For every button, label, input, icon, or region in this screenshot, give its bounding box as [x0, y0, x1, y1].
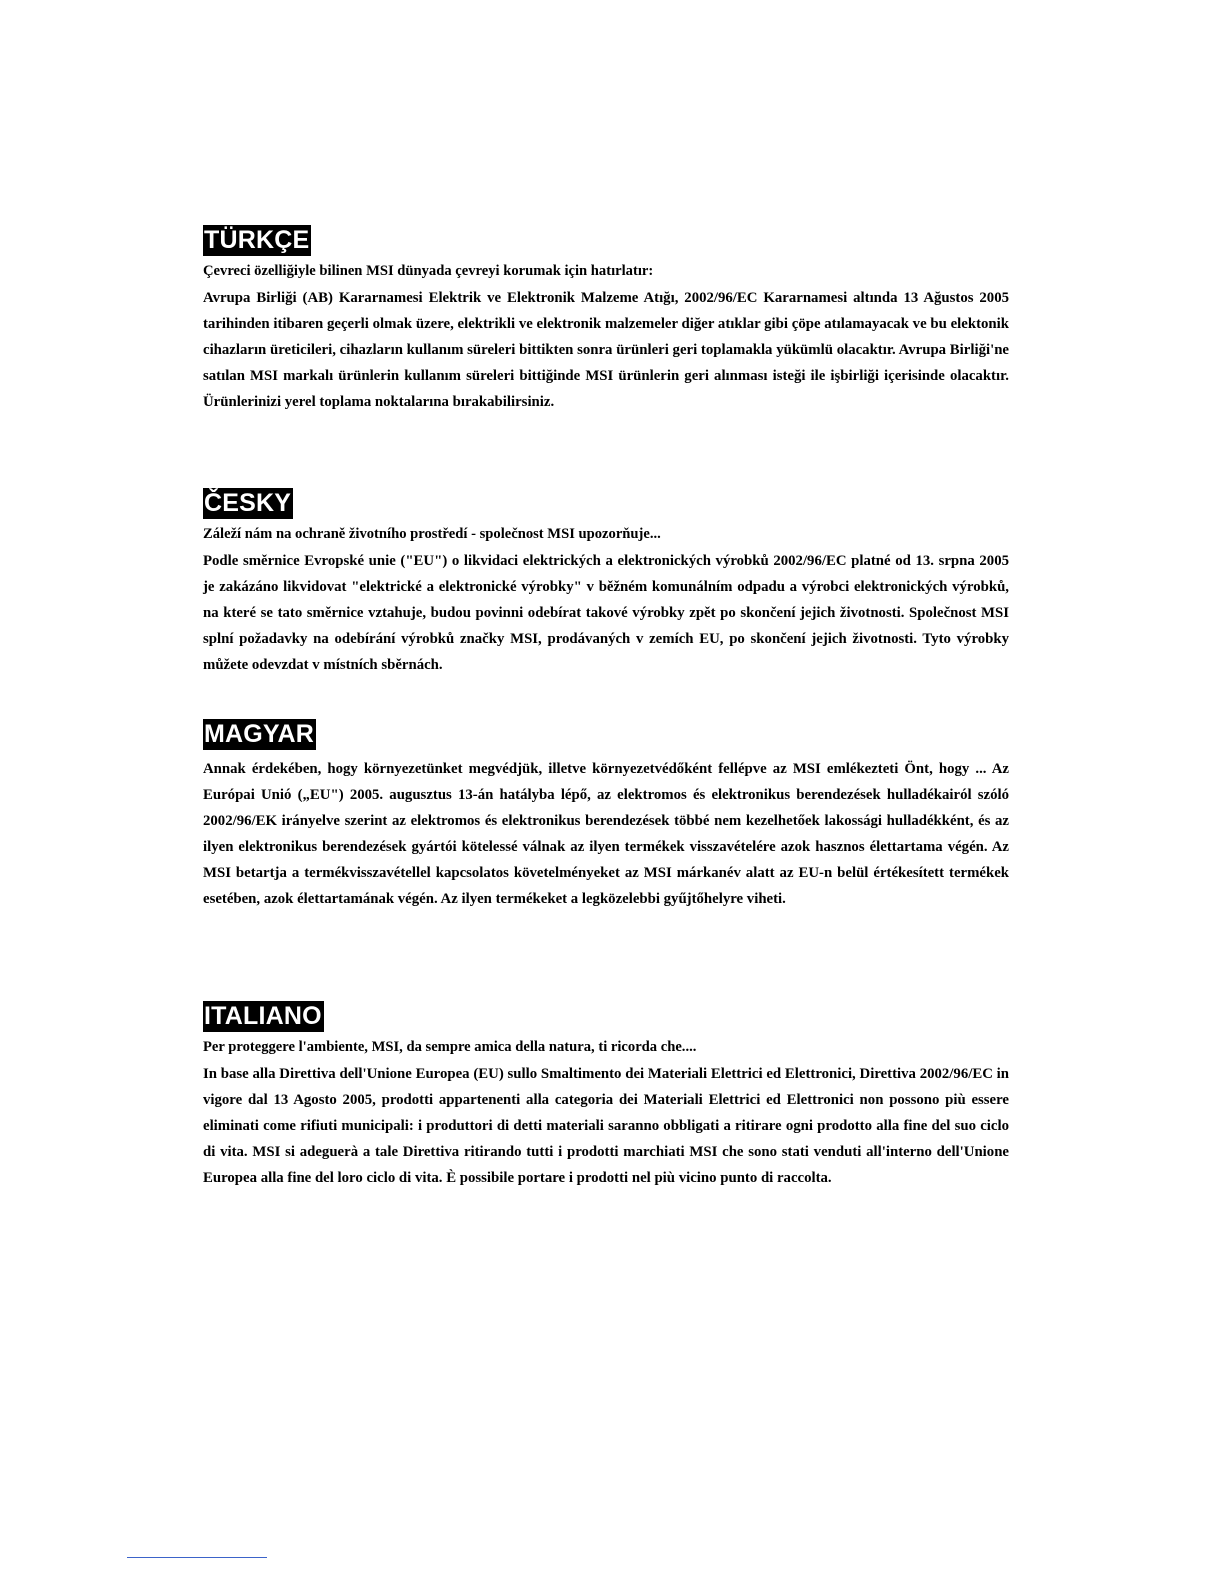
section-header-italiano: ITALIANO [204, 1002, 322, 1030]
footnote-divider [127, 1557, 267, 1558]
section-header-cesky: ČESKY [204, 489, 292, 517]
section-cesky [203, 488, 1009, 678]
section-subtitle-cesky: Záleží nám na ochraně životního prostředí - společnost MSI upozorňuje... [203, 526, 661, 542]
section-subtitle-turkce: Çevreci özelliğiyle bilinen MSI dünyada çevreyi korumak için hatırlatır: [203, 263, 654, 279]
section-magyar [203, 719, 1009, 912]
section-header-magyar: MAGYAR [204, 720, 315, 748]
section-header-turkce: TÜRKÇE [204, 226, 310, 254]
section-body-italiano: In base alla Direttiva dell'Unione Europea (EU) sullo Smaltimento dei Materiali Elettrici ed Elettronici, Direttiva 2002/96/EC in vigore dal 13 Agosto 2005, prodotti appartenenti alla categoria dei Materiali Elettrici ed Elettronici non possono più essere eliminati come rifiuti municipali: i produttori di detti materiali saranno obbligati a ritirare ogni prodotto alla fine del suo ciclo di vita. MSI si adeguerà a tale Direttiva ritirando tutti i prodotti marchiati MSI che sono stati venduti all'interno dell'Unione Europea alla fine del loro ciclo di vita. È possibile portare i prodotti nel più vicino punto di raccolta. [203, 1066, 1009, 1186]
section-subtitle-italiano: Per proteggere l'ambiente, MSI, da sempre amica della natura, ti ricorda che.... [203, 1039, 697, 1055]
section-body-magyar: Annak érdekében, hogy környezetünket megvédjük, illetve környezetvédőként fellépve az MSI emlékezteti Önt, hogy ... Az Európai Unió („EU") 2005. augusztus 13-án hatályba lépő, az elektromos és elektronikus berendezések hulladékairól szóló 2002/96/EK irányelve szerint az elektromos és elektronikus berendezések többé nem kezelhetőek lakossági hulladékként, és az ilyen elektronikus berendezések gyártói kötelessé válnak az ilyen termékek visszavételére azok hasznos élettartama végén. Az MSI betartja a termékvisszavétellel kapcsolatos követelményeket az MSI márkanév alatt az EU-n belül értékesített termékek esetében, azok élettartamának végén. Az ilyen termékeket a legközelebbi gyűjtőhelyre viheti. [203, 761, 1009, 907]
section-body-cesky: Podle směrnice Evropské unie ("EU") o likvidaci elektrických a elektronických výrobků 2002/96/EC platné od 13. srpna 2005 je zakázáno likvidovat "elektrické a elektronické výrobky" v běžném komunálním odpadu a výrobci elektronických výrobků, na které se tato směrnice vztahuje, budou povinni odebírat takové výrobky zpět po skončení jejich životnosti. Společnost MSI splní požadavky na odebírání výrobků značky MSI, prodávaných v zemích EU, po skončení jejich životnosti. Tyto výrobky můžete odevzdat v místních sběrnách. [203, 553, 1009, 673]
section-turkce [203, 225, 1009, 415]
section-body-turkce: Avrupa Birliği (AB) Kararnamesi Elektrik ve Elektronik Malzeme Atığı, 2002/96/EC Kararnamesi altında 13 Ağustos 2005 tarihinden itibaren geçerli olmak üzere, elektrikli ve elektronik malzemeler diğer atıklar gibi çöpe atılamayacak ve bu elektonik cihazların üreticileri, cihazların kullanım süreleri bittikten sonra ürünleri geri toplamakla yükümlü olacaktır. Avrupa Birliği'ne satılan MSI markalı ürünlerin kullanım süreleri bittiğinde MSI ürünlerin geri alınması isteği ile işbirliği içerisinde olacaktır. Ürünlerinizi yerel toplama noktalarına bırakabilirsiniz. [203, 290, 1009, 410]
section-italiano [203, 1001, 1009, 1191]
